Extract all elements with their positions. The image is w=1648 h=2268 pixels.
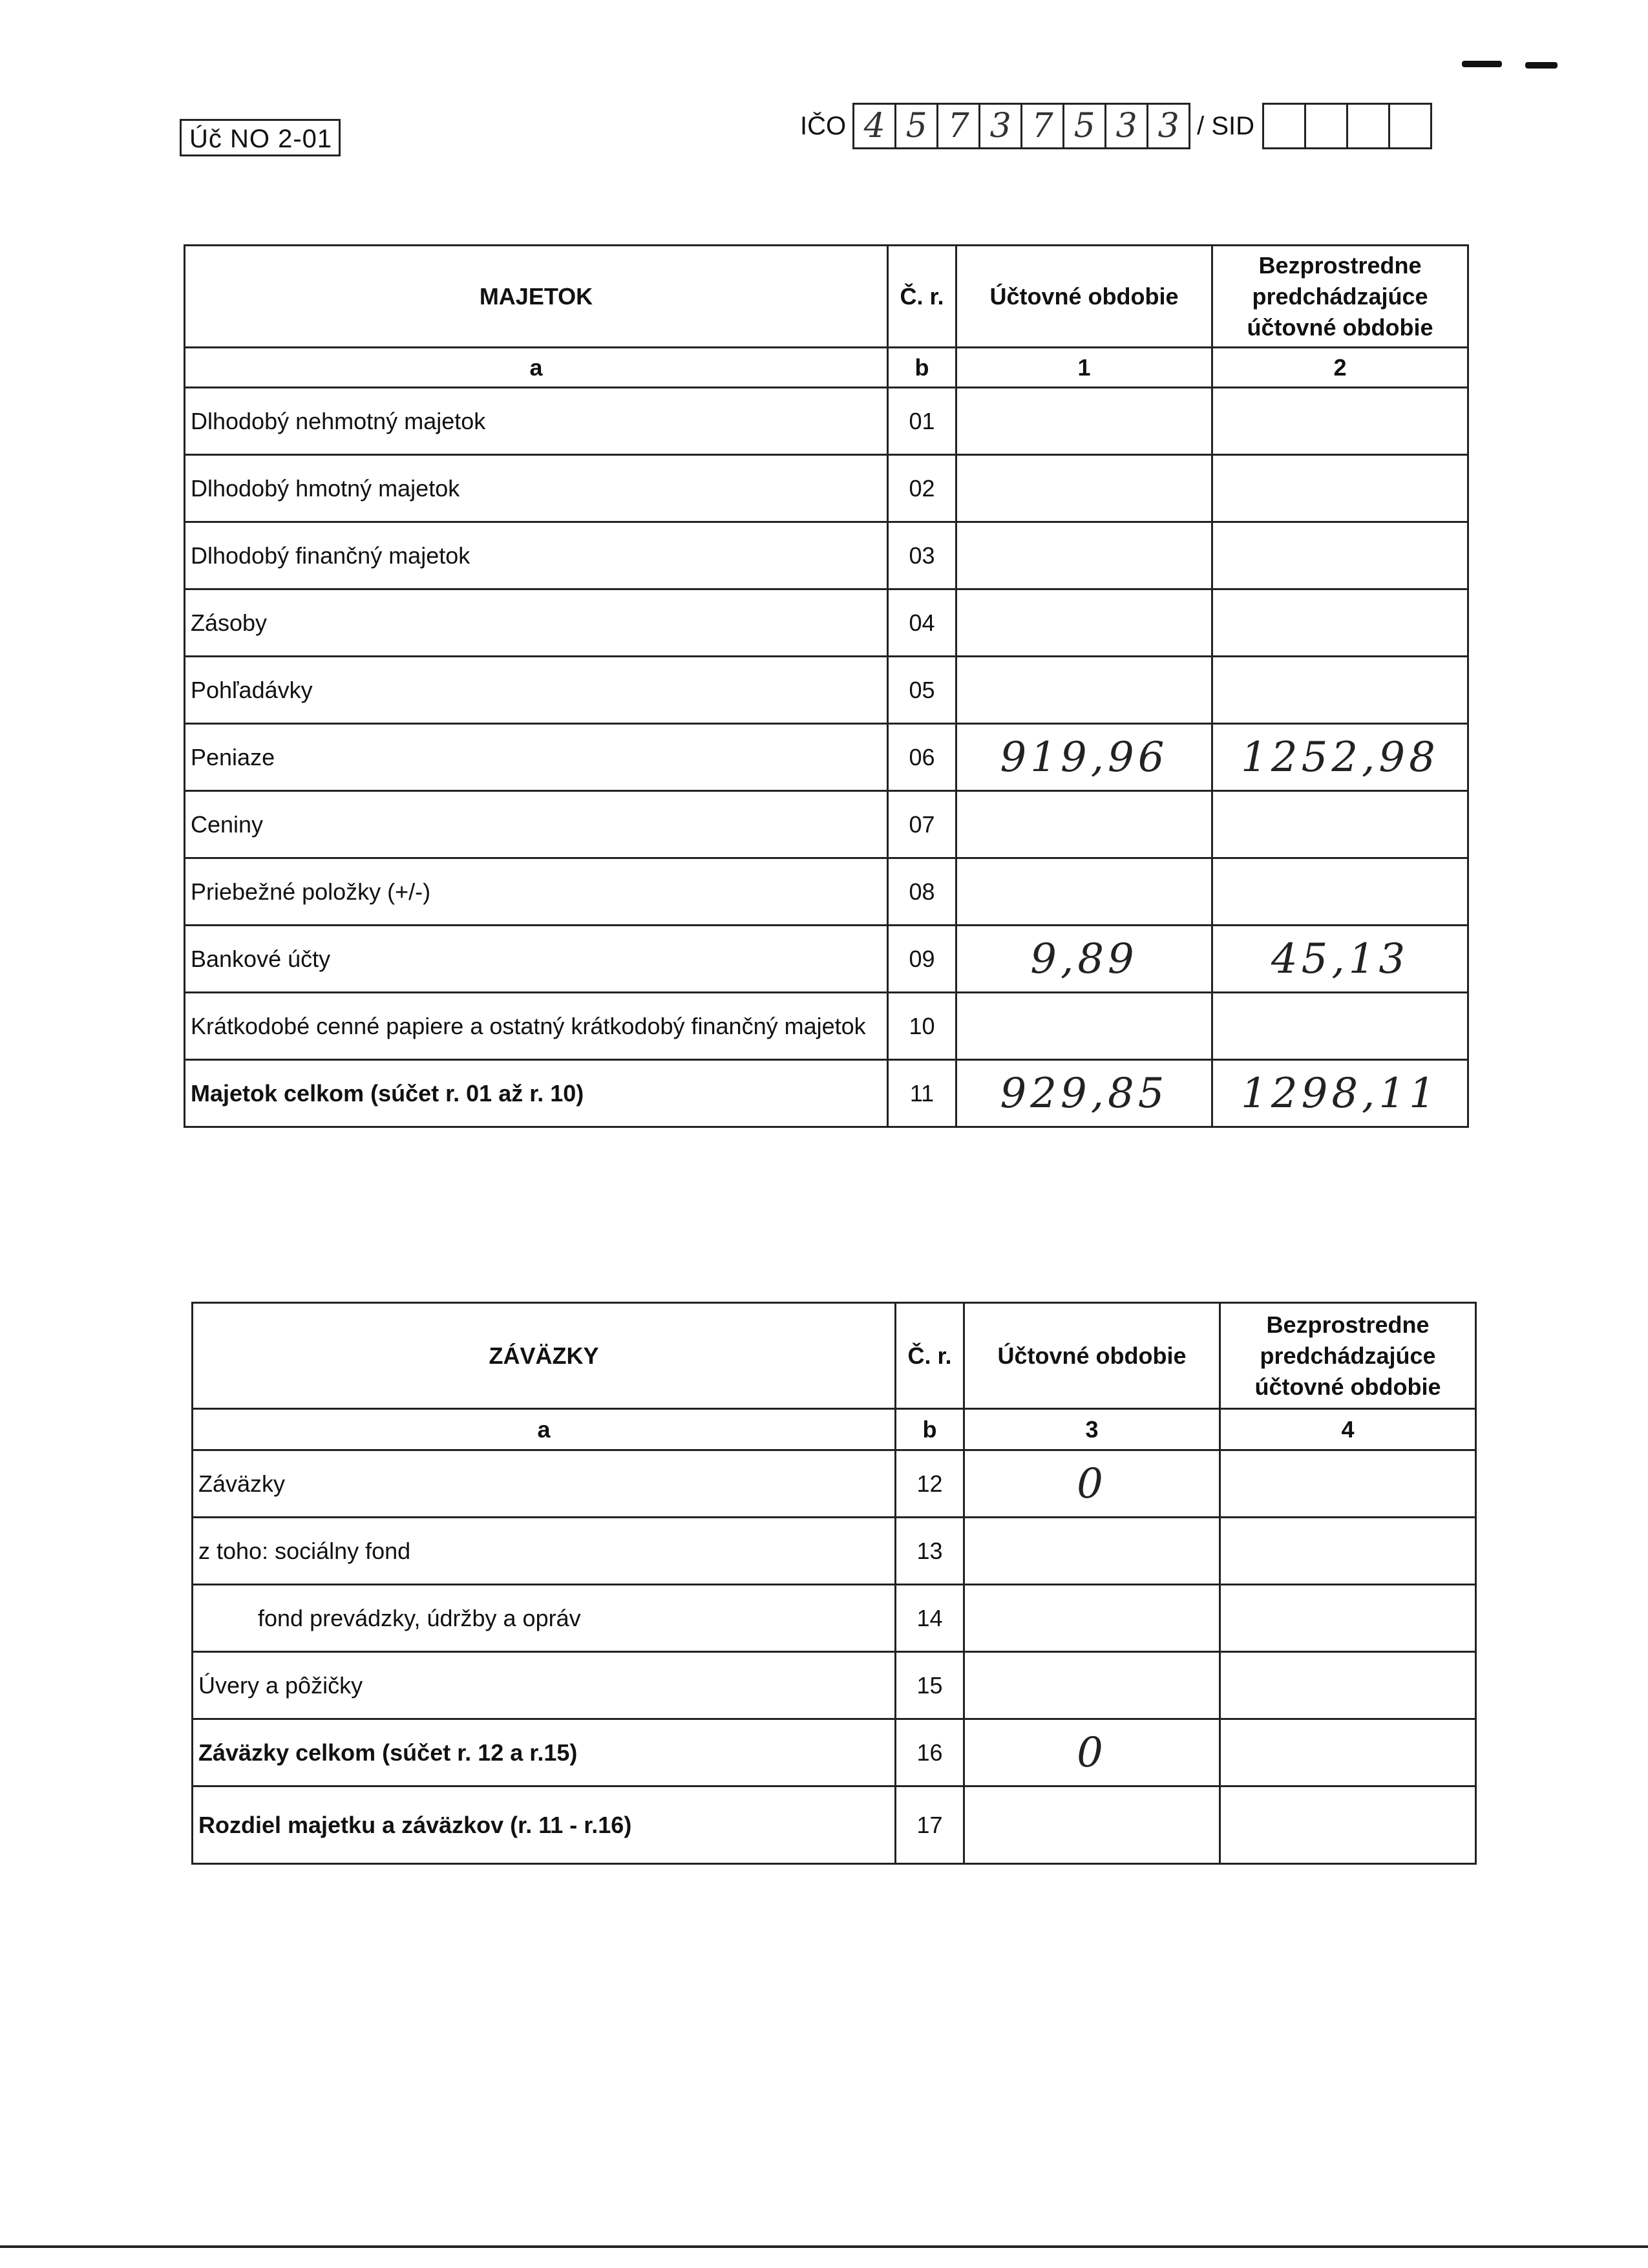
col-code-b: b (888, 348, 956, 388)
col-code-a: a (193, 1409, 896, 1450)
row-number: 03 (888, 522, 956, 589)
row-label: Rozdiel majetku a záväzkov (r. 11 - r.16) (193, 1786, 896, 1864)
table-row (185, 724, 1468, 791)
current-period-header: Účtovné obdobie (956, 246, 1212, 348)
previous-value-cell[interactable] (1212, 858, 1468, 926)
page-bottom-rule (0, 2245, 1648, 2248)
previous-value-cell[interactable]: 1298,11 (1212, 1060, 1468, 1127)
previous-value-cell[interactable] (1220, 1585, 1476, 1652)
ico-digit[interactable]: 5 (1064, 105, 1106, 147)
row-number: 17 (896, 1786, 964, 1864)
liabilities-header-row (193, 1303, 1476, 1409)
col-code-b: b (896, 1409, 964, 1450)
sid-label: / SID (1197, 111, 1255, 140)
table-row (185, 455, 1468, 522)
previous-period-header: Bezprostredne predchádzajúce účtovné obdobie (1212, 246, 1468, 348)
current-period-header: Účtovné obdobie (964, 1303, 1220, 1409)
current-value-cell[interactable] (956, 388, 1212, 455)
current-value-cell[interactable] (964, 1652, 1220, 1719)
previous-period-header: Bezprostredne predchádzajúce účtovné obdobie (1220, 1303, 1476, 1409)
row-label: fond prevádzky, údržby a opráv (193, 1585, 896, 1652)
table-row (193, 1518, 1476, 1585)
previous-value-cell[interactable] (1220, 1652, 1476, 1719)
previous-value-cell[interactable] (1212, 455, 1468, 522)
table-row (185, 522, 1468, 589)
table-row (185, 589, 1468, 657)
row-label: Záväzky (193, 1450, 896, 1518)
assets-table (184, 244, 1469, 1128)
current-value-cell[interactable] (956, 858, 1212, 926)
row-number: 06 (888, 724, 956, 791)
row-number: 04 (888, 589, 956, 657)
table-row (185, 657, 1468, 724)
previous-value-cell[interactable] (1220, 1450, 1476, 1518)
row-no-header: Č. r. (896, 1303, 964, 1409)
liabilities-table (191, 1302, 1477, 1865)
current-value-cell[interactable] (956, 455, 1212, 522)
ico-digit[interactable]: 7 (1022, 105, 1064, 147)
sid-digit[interactable] (1348, 105, 1390, 147)
row-number: 08 (888, 858, 956, 926)
row-number: 12 (896, 1450, 964, 1518)
row-number: 14 (896, 1585, 964, 1652)
previous-value-cell[interactable] (1220, 1719, 1476, 1786)
ico-sid-row (800, 102, 1432, 150)
previous-value-cell[interactable] (1220, 1786, 1476, 1864)
row-label: Dlhodobý hmotný majetok (185, 455, 888, 522)
ico-digit[interactable]: 3 (1157, 107, 1179, 145)
total-row (185, 1060, 1468, 1127)
previous-value-cell[interactable] (1212, 388, 1468, 455)
assets-code-row (185, 348, 1468, 388)
sid-digit[interactable] (1264, 105, 1306, 147)
row-label: Úvery a pôžičky (193, 1652, 896, 1719)
current-value-cell[interactable] (956, 522, 1212, 589)
row-number: 11 (888, 1060, 956, 1127)
row-label: Priebežné položky (+/-) (185, 858, 888, 926)
row-number: 02 (888, 455, 956, 522)
previous-value-cell[interactable]: 45,13 (1212, 926, 1468, 993)
table-row (185, 791, 1468, 858)
row-label: Zásoby (185, 589, 888, 657)
current-value-cell[interactable]: 929,85 (956, 1060, 1212, 1127)
col-code-4: 4 (1220, 1409, 1476, 1450)
row-number: 10 (888, 993, 956, 1060)
row-label: Krátkodobé cenné papiere a ostatný krátkodobý finančný majetok (185, 993, 888, 1060)
current-value-cell[interactable] (956, 657, 1212, 724)
current-value-cell[interactable] (964, 1786, 1220, 1864)
row-number: 09 (888, 926, 956, 993)
table-row (193, 1450, 1476, 1518)
row-label: Dlhodobý finančný majetok (185, 522, 888, 589)
col-code-a: a (185, 348, 888, 388)
table-row (185, 388, 1468, 455)
ico-digit[interactable]: 3 (980, 105, 1022, 147)
ico-digit[interactable]: 5 (896, 105, 938, 147)
corner-mark-right (1525, 62, 1558, 69)
current-value-cell[interactable] (956, 791, 1212, 858)
previous-value-cell[interactable] (1212, 589, 1468, 657)
assets-title: MAJETOK (185, 246, 888, 348)
previous-value-cell[interactable]: 1252,98 (1212, 724, 1468, 791)
ico-digit[interactable]: 7 (938, 105, 980, 147)
table-row (193, 1585, 1476, 1652)
row-label: Záväzky celkom (súčet r. 12 a r.15) (193, 1719, 896, 1786)
table-row (185, 858, 1468, 926)
row-number: 07 (888, 791, 956, 858)
liabilities-code-row (193, 1409, 1476, 1450)
sid-digit[interactable] (1390, 105, 1430, 147)
ico-label: IČO (800, 111, 847, 140)
row-label: Bankové účty (185, 926, 888, 993)
previous-value-cell[interactable] (1212, 522, 1468, 589)
current-value-cell[interactable]: 0 (964, 1450, 1220, 1518)
row-no-header: Č. r. (888, 246, 956, 348)
row-label: z toho: sociálny fond (193, 1518, 896, 1585)
row-number: 01 (888, 388, 956, 455)
total-row (193, 1719, 1476, 1786)
row-label: Dlhodobý nehmotný majetok (185, 388, 888, 455)
row-number: 05 (888, 657, 956, 724)
row-number: 16 (896, 1719, 964, 1786)
table-row (185, 926, 1468, 993)
ico-boxes (852, 103, 1190, 149)
liabilities-title: ZÁVÄZKY (193, 1303, 896, 1409)
col-code-1: 1 (956, 348, 1212, 388)
row-label: Peniaze (185, 724, 888, 791)
current-value-cell[interactable]: 0 (964, 1719, 1220, 1786)
previous-value-cell[interactable] (1220, 1518, 1476, 1585)
col-code-3: 3 (964, 1409, 1220, 1450)
row-label: Ceniny (185, 791, 888, 858)
sid-boxes (1262, 103, 1432, 149)
current-value-cell[interactable] (964, 1585, 1220, 1652)
form-code: Úč NO 2-01 (180, 119, 341, 156)
ico-digit[interactable]: 4 (854, 105, 896, 147)
ico-digit[interactable]: 3 (1106, 105, 1148, 147)
previous-value-cell[interactable] (1212, 657, 1468, 724)
current-value-cell[interactable]: 9,89 (956, 926, 1212, 993)
table-row (193, 1652, 1476, 1719)
current-value-cell[interactable] (956, 589, 1212, 657)
col-code-2: 2 (1212, 348, 1468, 388)
previous-value-cell[interactable] (1212, 791, 1468, 858)
previous-value-cell[interactable] (1212, 993, 1468, 1060)
current-value-cell[interactable]: 919,96 (956, 724, 1212, 791)
row-number: 15 (896, 1652, 964, 1719)
difference-row (193, 1786, 1476, 1864)
assets-header-row (185, 246, 1468, 348)
table-row (185, 993, 1468, 1060)
row-number: 13 (896, 1518, 964, 1585)
current-value-cell[interactable] (956, 993, 1212, 1060)
row-label: Majetok celkom (súčet r. 01 až r. 10) (185, 1060, 888, 1127)
row-label: Pohľadávky (185, 657, 888, 724)
corner-mark-left (1462, 61, 1502, 67)
current-value-cell[interactable] (964, 1518, 1220, 1585)
sid-digit[interactable] (1306, 105, 1348, 147)
